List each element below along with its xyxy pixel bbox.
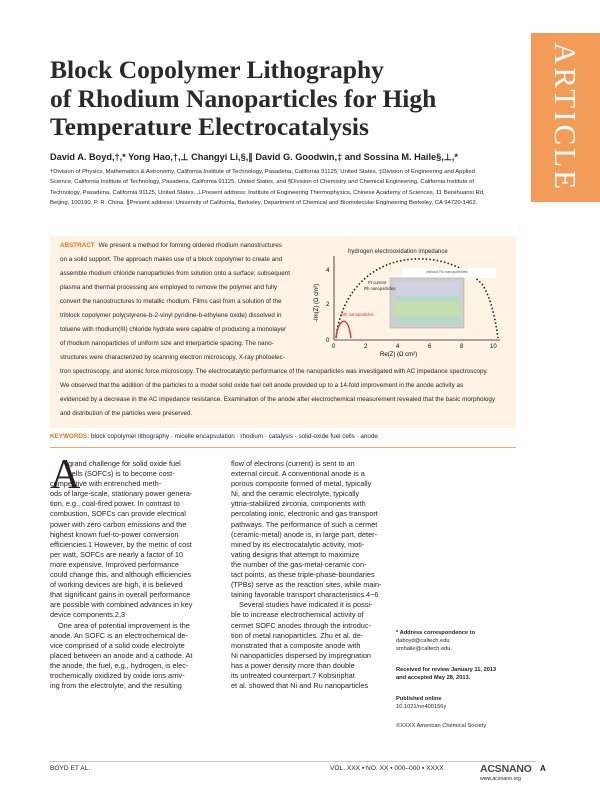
body-line: mined by its electrocatalytic activity, moti- bbox=[231, 539, 365, 549]
x-axis-label: Re(Z) (Ω cm²) bbox=[380, 352, 418, 358]
author-list: David A. Boyd,†,* Yong Hao,†,⊥ Changyi Li,§,∥ David G. Goodwin,‡ and Sossina M. Haile§,⊥,* bbox=[50, 152, 458, 162]
abstract-line: We observed that the addition of the particles to a model solid oxide fuel cell anode provided up to a 14-fold improvement in the anode activity as bbox=[60, 382, 464, 389]
footer-volume: VOL. XXX ▪ NO. XX ▪ 000–000 ▪ XXXX bbox=[330, 765, 444, 772]
abstract-line: toluene with rhodium(III) chloride hydrate were capable of producing a monolayer bbox=[60, 326, 287, 333]
body-line: vice comprised of a solid oxide electrolyte bbox=[50, 640, 185, 650]
legend-entry: Pt current bbox=[368, 280, 387, 285]
body-column-2 bbox=[231, 459, 384, 691]
figure-title: hydrogen electrooxidation impedance bbox=[348, 249, 448, 255]
title-line: of Rhodium Nanoparticles for High bbox=[50, 83, 437, 113]
body-line: grand challenge for solid oxide fuel bbox=[68, 459, 181, 468]
journal-logo: ACSNANO bbox=[480, 763, 532, 775]
published-heading: Published online bbox=[396, 696, 442, 702]
body-line: trochemically oxidized by oxide ions arriv- bbox=[50, 670, 185, 680]
body-line: per watt, SOFCs are nearly a factor of 10 bbox=[50, 549, 184, 559]
x-tick-label: 8 bbox=[460, 344, 464, 350]
x-tick-label: 4 bbox=[396, 344, 400, 350]
x-tick-label: 2 bbox=[364, 344, 368, 350]
received-note bbox=[396, 666, 536, 682]
x-tick-label: 10 bbox=[490, 344, 497, 350]
body-line: could change this, and although efficiencies bbox=[50, 570, 192, 580]
body-line: of working devices are high, it is believed bbox=[50, 580, 183, 590]
toc-graphic bbox=[310, 244, 506, 358]
body-line: its untreated counterpart.7 Kobsiriphat bbox=[231, 670, 355, 680]
body-line: highest known fuel-to-power conversion bbox=[50, 529, 179, 539]
body-line: anode. An SOFC is an electrochemical de- bbox=[50, 630, 188, 640]
paper-title bbox=[50, 56, 510, 142]
body-line: percolating ionic, electronic and gas transport bbox=[231, 509, 378, 519]
abstract-line: and distribution of the particles were preserved. bbox=[60, 410, 193, 417]
body-line: are possible with combined advances in key bbox=[50, 600, 193, 610]
article-type-tab bbox=[531, 33, 600, 202]
impedance-figure bbox=[310, 244, 506, 358]
body-column-1 bbox=[50, 459, 221, 691]
body-line: pathways. The performance of such a cermet bbox=[231, 519, 378, 529]
correspondence-heading: * Address correspondence to bbox=[396, 630, 476, 636]
inset-label: with nanoparticles bbox=[340, 312, 374, 317]
body-line: has a power density more than double bbox=[231, 660, 355, 670]
body-line: the number of the gas-metal-ceramic con- bbox=[231, 559, 367, 569]
body-line: flow of electrons (current) is sent to an bbox=[231, 459, 355, 468]
body-line: competitive with entrenched meth- bbox=[50, 479, 162, 489]
y-axis-label: -Im(Z) (Ω cm²) bbox=[314, 283, 320, 322]
body-line: (ceramic-metal) anode is, in large part, deter- bbox=[231, 529, 377, 539]
footer-divider bbox=[50, 761, 536, 762]
body-line: vating designs that attempt to maximize bbox=[231, 549, 360, 559]
body-line: efficiencies.1 However, by the metric of cost bbox=[50, 539, 192, 549]
body-line: that significant gains in overall performance bbox=[50, 590, 191, 600]
correspondence-note bbox=[396, 629, 536, 654]
keywords bbox=[50, 433, 378, 440]
body-line: cermet SOFC anodes through the introduc- bbox=[231, 620, 371, 630]
keywords-text: block copolymer lithography · micelle encapsulation · rhodium · catalysis · solid-oxide fuel cells · anode bbox=[90, 433, 378, 440]
sem-inset-band bbox=[394, 282, 460, 296]
body-line: external circuit. A conventional anode is a bbox=[231, 469, 365, 479]
journal-url[interactable]: www.acsnano.org bbox=[480, 776, 521, 782]
sem-inset-band bbox=[394, 302, 460, 316]
correspondence-email[interactable]: smhaile@caltech.edu. bbox=[396, 646, 453, 653]
correspondence-email[interactable]: daboyd@caltech.edu bbox=[396, 638, 450, 645]
abstract-line bbox=[60, 241, 282, 251]
received-line: and accepted May 28, 2013. bbox=[396, 675, 471, 682]
abstract-heading: ABSTRACT bbox=[60, 242, 95, 249]
impedance-arc-with bbox=[336, 321, 351, 338]
article-type-label: ARTICLE bbox=[548, 41, 583, 193]
body-line: placed between an anode and a cathode. At bbox=[50, 650, 193, 660]
body-line: cells (SOFCs) is to become cost- bbox=[68, 469, 175, 479]
published-note bbox=[396, 695, 536, 711]
title-line: Block Copolymer Lithography bbox=[50, 55, 384, 84]
abstract-line: assemble rhodium chloride nanoparticles from solution onto a surface; subsequent bbox=[60, 270, 290, 277]
body-line: ble to increase electrochemical activity of bbox=[231, 610, 364, 620]
affiliation-line: Technology, Pasadena, California 91125, United States. ⊥Present address: Institute of Engineering Thermophysics, Chinese Academy of Sciences, 11 Beisihuanxi Rd, bbox=[50, 189, 485, 196]
legend-entry: without Rh nanoparticles bbox=[426, 270, 468, 274]
body-line: porous composite formed of metal, typically bbox=[231, 479, 372, 489]
legend-entry: Rh nanoparticles bbox=[364, 286, 396, 291]
y-tick-label: 0 bbox=[326, 338, 330, 344]
abstract-line: tron spectroscopy, and atomic force microscopy. The electrocatalytic performance of the nanoparticles was investigated with AC impedance spectroscopy. bbox=[60, 368, 488, 375]
affiliation-line: Science, California Institute of Technology, Pasadena, California 91125, United States, and §Division of Chemistry and Chemical Engineering, California Institute of bbox=[50, 179, 475, 186]
body-line: tion, e.g., coal-fired power. In contrast to bbox=[50, 499, 180, 509]
footer-authors: BOYD ET AL. bbox=[50, 765, 91, 772]
copyright-note: ©XXXX American Chemical Society bbox=[396, 723, 487, 729]
x-tick-label: 0 bbox=[332, 344, 336, 350]
body-line: monstrated that a composite anode with bbox=[231, 640, 361, 650]
y-tick-label: 4 bbox=[326, 268, 330, 274]
abstract-line: plasma and thermal processing are employed to remove the polymer and fully bbox=[60, 284, 278, 291]
body-line: taining favorable transport characteristics.4−6 bbox=[231, 590, 379, 600]
body-line: et al. showed that Ni and Ru nanoparticles bbox=[231, 681, 369, 691]
drop-cap: A bbox=[50, 452, 81, 498]
body-line: Several studies have indicated it is possi- bbox=[239, 600, 373, 610]
title-line: Temperature Electrocatalysis bbox=[50, 112, 369, 141]
body-line: ods of large-scale, stationary power genera- bbox=[50, 489, 193, 499]
body-line: power with zero carbon emissions and the bbox=[50, 519, 187, 529]
body-line: combustion, SOFCs can provide electrical bbox=[50, 509, 186, 519]
body-line: device components.2,3 bbox=[50, 610, 126, 620]
keywords-divider bbox=[50, 447, 516, 448]
body-line: ing from the electrolyte, and the resulting bbox=[50, 681, 182, 691]
abstract-line: triblock copolymer poly(styrene-b-2-vinyl pyridine-b-ethylene oxide) dissolved in bbox=[60, 312, 282, 319]
abstract-line: on a solid support. The approach makes use of a block copolymer to create and bbox=[60, 256, 283, 263]
abstract-line: evidenced by a decrease in the AC impedance resistance. Examination of the anode after electrochemical measurement revealed that the basic morphology bbox=[60, 396, 496, 403]
y-tick-label: 2 bbox=[326, 302, 330, 308]
abstract-text: We present a method for forming ordered rhodium nanostructures bbox=[98, 242, 282, 249]
received-line: Received for review January 11, 2013 bbox=[396, 667, 497, 673]
affiliation-line: Beijing, 100190, P. R. China. ∥Present address: University of California, Berkeley, Department of Chemical and Biomolecular Engineering Berkeley, CA 94720-1462. bbox=[50, 200, 478, 207]
body-line: yttria-stabilized zirconia, components with bbox=[231, 499, 366, 509]
affiliations bbox=[50, 167, 514, 209]
body-line: the anode, the fuel, e.g., hydrogen, is elec- bbox=[50, 660, 189, 670]
page-number: A bbox=[540, 764, 546, 773]
body-line: Ni nanoparticles dispersed by impregnation bbox=[231, 650, 371, 660]
keywords-heading: KEYWORDS: bbox=[50, 433, 90, 440]
body-line: tact points, as these triple-phase-boundaries bbox=[231, 570, 375, 580]
x-tick-label: 6 bbox=[428, 344, 432, 350]
body-line: tion of metal nanoparticles. Zhu et al. de- bbox=[231, 630, 364, 640]
abstract-line: structures were characterized by scanning electron microscopy, X-ray photoelec- bbox=[60, 354, 285, 361]
abstract-line: convert the nanostructures to metallic rhodium. Films cast from a solution of the bbox=[60, 298, 282, 305]
body-line: (TPBs) serve as the reaction sites, while main- bbox=[231, 580, 382, 590]
body-line: One area of potential improvement is the bbox=[58, 620, 190, 630]
body-line: more expensive. Improved performance bbox=[50, 559, 179, 569]
doi-link[interactable]: 10.1021/nn400156y bbox=[396, 704, 447, 711]
body-line: Ni, and the ceramic electrolyte, typically bbox=[231, 489, 360, 499]
affiliation-line: †Division of Physics, Mathematics & Astronomy, California Institute of Technology, Pasadena, California 91125, United States, ‡Division of Engineering and Applied bbox=[50, 169, 475, 175]
abstract-line: of rhodium nanoparticles of uniform size and interparticle spacing. The nano- bbox=[60, 340, 274, 347]
